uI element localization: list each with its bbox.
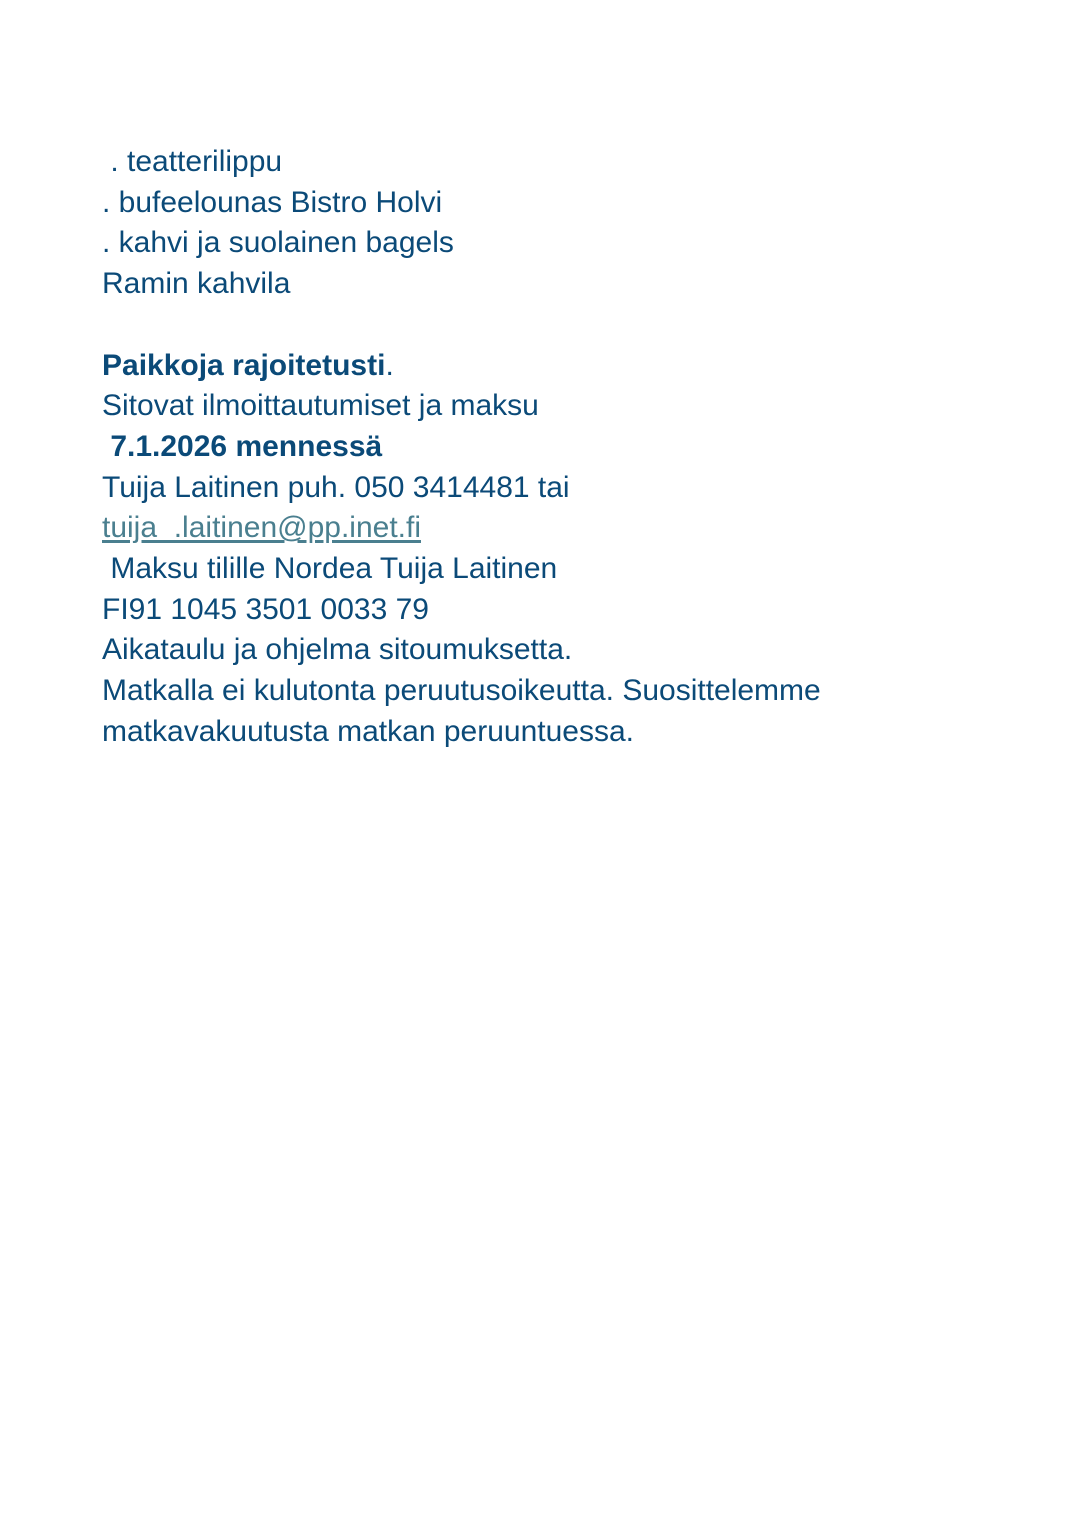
payment-text: Maksu tilille Nordea Tuija Laitinen [102, 552, 558, 586]
registration-text: Sitovat ilmoittautumiset ja maksu [102, 389, 539, 423]
limited-seats-heading: Paikkoja rajoitetusti [102, 348, 386, 382]
spacer [102, 305, 1002, 346]
list-item: . kahvi ja suolainen bagels [102, 226, 454, 260]
email-link[interactable]: tuija_.laitinen@pp.inet.fi [102, 511, 421, 545]
cancellation-text-line-1: Matkalla ei kulutonta peruutusoikeutta. Suosittelemme [102, 674, 821, 708]
list-item: . teatterilippu [102, 145, 283, 178]
email-line [102, 508, 1002, 549]
heading-period: . [385, 348, 394, 382]
iban-text: FI91 1045 3501 0033 79 [102, 592, 429, 626]
list-item: . bufeelounas Bistro Holvi [102, 185, 443, 219]
list-item: Ramin kahvila [102, 267, 291, 301]
limited-seats-line [102, 346, 1002, 387]
document-body [102, 142, 1002, 753]
cancellation-text-line-2: matkavakuutusta matkan peruuntuessa. [102, 714, 634, 748]
booking-notice [102, 346, 1002, 753]
contact-text: Tuija Laitinen puh. 050 3414481 tai [102, 470, 570, 504]
included-items-list [102, 142, 1002, 305]
schedule-note: Aikataulu ja ohjelma sitoumuksetta. [102, 633, 573, 667]
deadline-text: 7.1.2026 mennessä [102, 429, 383, 463]
